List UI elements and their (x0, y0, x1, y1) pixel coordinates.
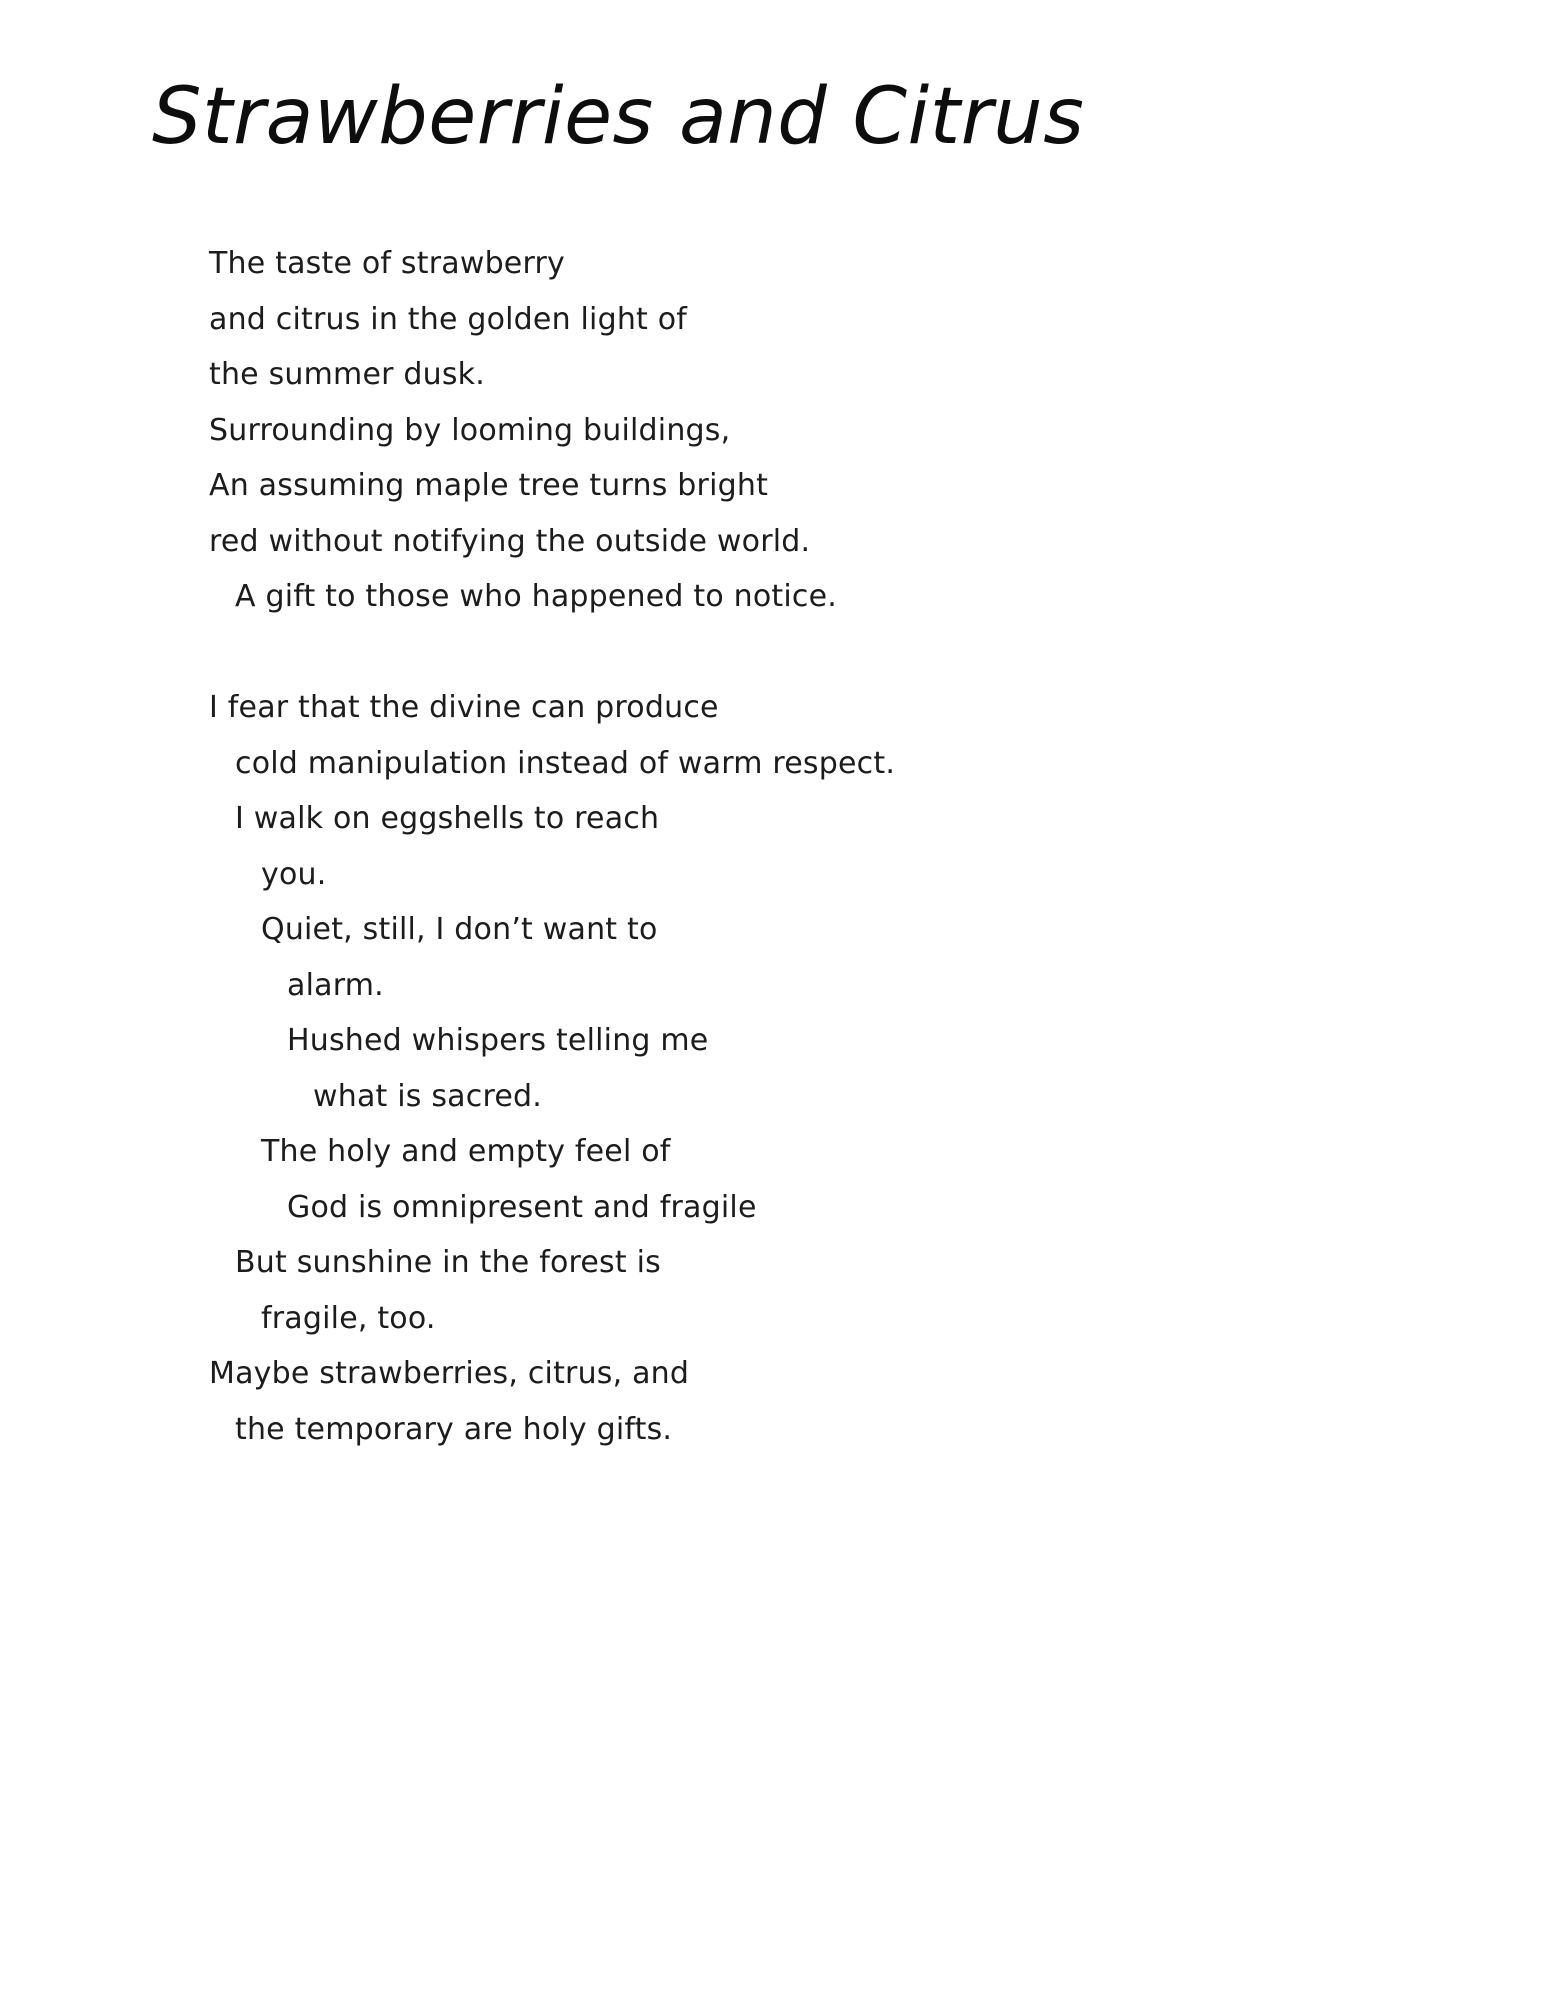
poem-line: Maybe strawberries, citrus, and (209, 1356, 690, 1391)
poem-line: But sunshine in the forest is (235, 1245, 661, 1280)
poem-line: Hushed whispers telling me (287, 1023, 709, 1058)
poem-line: what is sacred. (313, 1078, 542, 1114)
poem-line: An assuming maple tree turns bright (209, 468, 769, 503)
poem-line: cold manipulation instead of warm respect. (235, 745, 896, 781)
poem-line: the summer dusk. (209, 357, 485, 392)
poem-line: fragile, too. (261, 1300, 436, 1336)
poem-line: alarm. (287, 967, 384, 1003)
poem-line: Quiet, still, I don’t want to (261, 912, 658, 947)
poem-line: A gift to those who happened to notice. (235, 579, 838, 614)
poem-line: Surrounding by looming buildings, (209, 412, 731, 448)
stanza-break (209, 625, 1409, 681)
poem-title: Strawberries and Citrus (152, 72, 1085, 162)
poem-line: The taste of strawberry (209, 246, 565, 281)
poem-line: the temporary are holy gifts. (235, 1411, 673, 1447)
stanza-2 (209, 680, 1409, 1457)
poem-line: The holy and empty feel of (261, 1134, 671, 1169)
poem-line: you. (261, 856, 327, 892)
poem-line: God is omnipresent and fragile (287, 1189, 757, 1225)
poem-line: I fear that the divine can produce (209, 690, 719, 725)
poem-line: and citrus in the golden light of (209, 301, 688, 337)
poem-body (209, 236, 1409, 1457)
poem-line: red without notifying the outside world. (209, 523, 811, 559)
stanza-1 (209, 236, 1409, 625)
poem-line: I walk on eggshells to reach (235, 801, 660, 836)
